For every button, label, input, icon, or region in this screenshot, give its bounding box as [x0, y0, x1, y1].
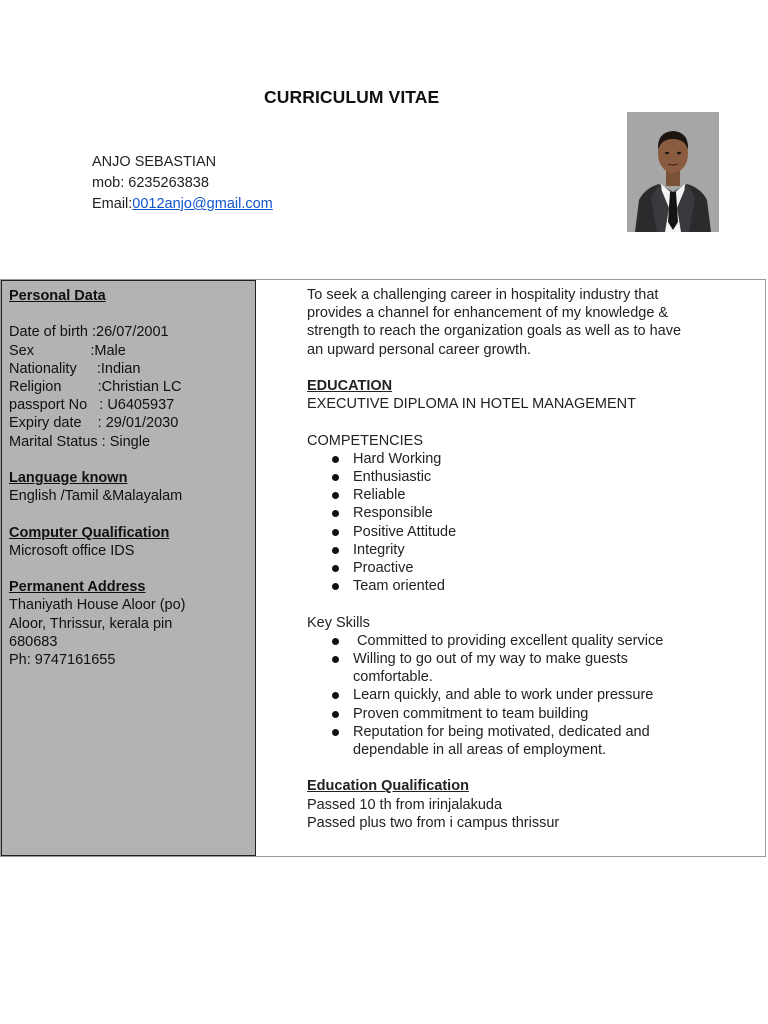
right-column — [307, 286, 757, 832]
profile-photo — [627, 112, 719, 232]
list-item: Responsible — [353, 504, 757, 522]
sex-line: Sex :Male — [9, 342, 126, 359]
language-value: English /Tamil &Malayalam — [9, 488, 183, 505]
profile-photo-icon — [627, 112, 719, 232]
list-item: Reliable — [353, 486, 757, 504]
cv-title: CURRICULUM VITAE — [264, 87, 440, 107]
expiry-line: Expiry date : 29/01/2030 — [9, 415, 179, 432]
list-item: Learn quickly, and able to work under pressure — [353, 686, 757, 704]
competencies-list — [307, 450, 757, 596]
contact-block — [92, 152, 273, 215]
list-item: Hard Working — [353, 450, 757, 468]
personal-data-heading: Personal Data — [9, 288, 106, 304]
objective-line: To seek a challenging career in hospitality industry that — [307, 287, 659, 303]
email-link[interactable]: 0012anjo@gmail.com — [132, 196, 273, 212]
education-value: EXECUTIVE DIPLOMA IN HOTEL MANAGEMENT — [307, 396, 636, 413]
competencies-heading: COMPETENCIES — [307, 432, 424, 449]
applicant-name: ANJO SEBASTIAN — [92, 154, 217, 170]
key-skills-list — [307, 632, 757, 759]
mobile-row — [92, 173, 273, 194]
list-item: Proactive — [353, 559, 757, 577]
address-heading: Permanent Address — [9, 579, 146, 596]
phone-line: Ph: 9747161655 — [9, 652, 116, 668]
dob-line: Date of birth :26/07/2001 — [9, 324, 169, 341]
language-heading: Language known — [9, 470, 128, 486]
marital-status-line: Marital Status : Single — [9, 433, 151, 450]
education-heading: EDUCATION — [307, 378, 393, 394]
email-label: Email: — [92, 196, 133, 212]
address-line: Thaniyath House Aloor (po) — [9, 597, 186, 614]
key-skills-heading: Key Skills — [307, 614, 370, 631]
list-item: Positive Attitude — [353, 523, 757, 541]
qualification-line: Passed plus two from i campus thrissur — [307, 814, 560, 831]
address-line: Aloor, Thrissur, kerala pin — [9, 615, 173, 632]
qualification-line: Passed 10 th from irinjalakuda — [307, 796, 503, 813]
list-item: Integrity — [353, 541, 757, 559]
list-item: Team oriented — [353, 577, 757, 595]
objective-line: provides a channel for enhancement of my knowledge & — [307, 305, 669, 322]
list-item: Reputation for being motivated, dedicated and dependable in all areas of employment. — [353, 723, 703, 759]
objective-line: an upward personal career growth. — [307, 341, 532, 358]
email-row — [92, 194, 273, 215]
education-qualification-heading: Education Qualification — [307, 778, 469, 795]
mobile-label: mob: — [92, 175, 129, 191]
religion-line: Religion :Christian LC — [9, 379, 182, 395]
cv-table — [0, 279, 766, 857]
computer-value: Microsoft office IDS — [9, 542, 135, 559]
objective-line: strength to reach the organization goals as well as to have — [307, 323, 682, 340]
left-column — [1, 280, 256, 856]
nationality-line: Nationality :Indian — [9, 360, 141, 377]
list-item: Enthusiastic — [353, 468, 757, 486]
list-item: Willing to go out of my way to make guests comfortable. — [353, 650, 693, 686]
computer-heading: Computer Qualification — [9, 524, 170, 541]
list-item: Proven commitment to team building — [353, 705, 757, 723]
passport-line: passport No : U6405937 — [9, 397, 175, 414]
address-line: 680683 — [9, 633, 58, 650]
list-item: Committed to providing excellent quality service — [353, 632, 757, 650]
mobile-number: 6235263838 — [128, 175, 209, 191]
